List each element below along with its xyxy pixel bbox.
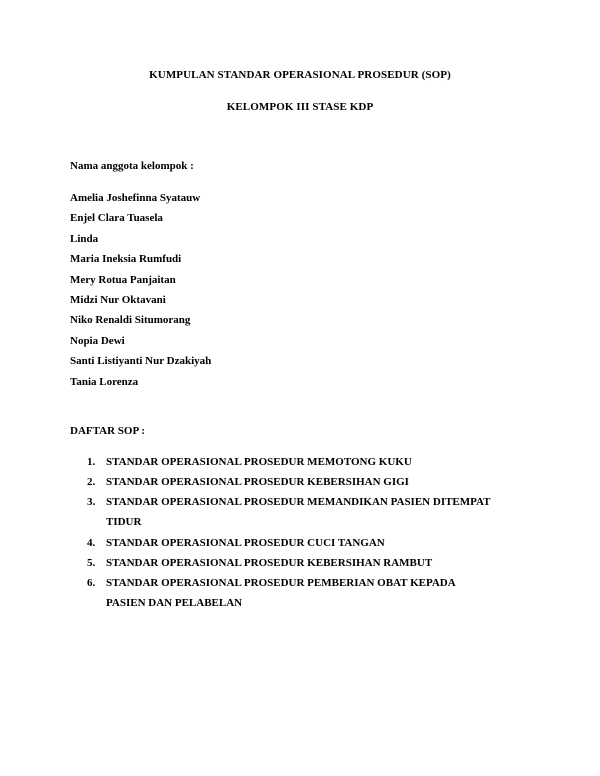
sop-heading: DAFTAR SOP : xyxy=(70,425,145,437)
member-name: Niko Renaldi Situmorang xyxy=(70,314,191,327)
member-name: Amelia Joshefinna Syatauw xyxy=(70,192,201,204)
sop-text: STANDAR OPERASIONAL PROSEDUR MEMANDIKAN PASIEN DITEMPAT xyxy=(106,496,491,509)
sop-number: 3. xyxy=(87,496,96,509)
member-name: Mery Rotua Panjaitan xyxy=(70,273,176,286)
sop-list-item xyxy=(70,576,540,610)
sop-number: 6. xyxy=(87,576,96,589)
member-name: Enjel Clara Tuasela xyxy=(70,212,163,225)
sop-list-item xyxy=(70,455,540,469)
sop-text: STANDAR OPERASIONAL PROSEDUR KEBERSIHAN GIGI xyxy=(106,476,409,489)
sop-list-item xyxy=(70,495,540,529)
members-heading: Nama anggota kelompok : xyxy=(70,160,194,172)
sop-number: 5. xyxy=(87,556,96,569)
member-name: Maria Ineksia Rumfudi xyxy=(70,253,182,266)
sop-number: 2. xyxy=(87,476,96,489)
sop-text-continued: PASIEN DAN PELABELAN xyxy=(106,596,243,609)
sop-text: STANDAR OPERASIONAL PROSEDUR PEMBERIAN OBAT KEPADA xyxy=(106,576,456,589)
member-name: Santi Listiyanti Nur Dzakiyah xyxy=(70,355,212,368)
member-name: Tania Lorenza xyxy=(70,375,139,388)
member-name: Midzi Nur Oktavani xyxy=(70,293,166,306)
sop-text: STANDAR OPERASIONAL PROSEDUR KEBERSIHAN RAMBUT xyxy=(106,556,433,569)
sop-text: STANDAR OPERASIONAL PROSEDUR MEMOTONG KUKU xyxy=(106,456,412,468)
member-name: Linda xyxy=(70,232,99,245)
sop-number: 1. xyxy=(87,456,96,468)
sop-list xyxy=(70,455,540,616)
document-subtitle: KELOMPOK III STASE KDP xyxy=(226,101,374,113)
sop-text-continued: TIDUR xyxy=(106,516,142,529)
sop-text: STANDAR OPERASIONAL PROSEDUR CUCI TANGAN xyxy=(106,536,385,549)
members-list xyxy=(70,191,211,395)
sop-list-item xyxy=(70,475,540,489)
member-name: Nopia Dewi xyxy=(70,334,125,347)
sop-list-item xyxy=(70,536,540,550)
sop-list-item xyxy=(70,556,540,570)
sop-number: 4. xyxy=(87,536,96,549)
document-title: KUMPULAN STANDAR OPERASIONAL PROSEDUR (SOP) xyxy=(149,69,451,81)
